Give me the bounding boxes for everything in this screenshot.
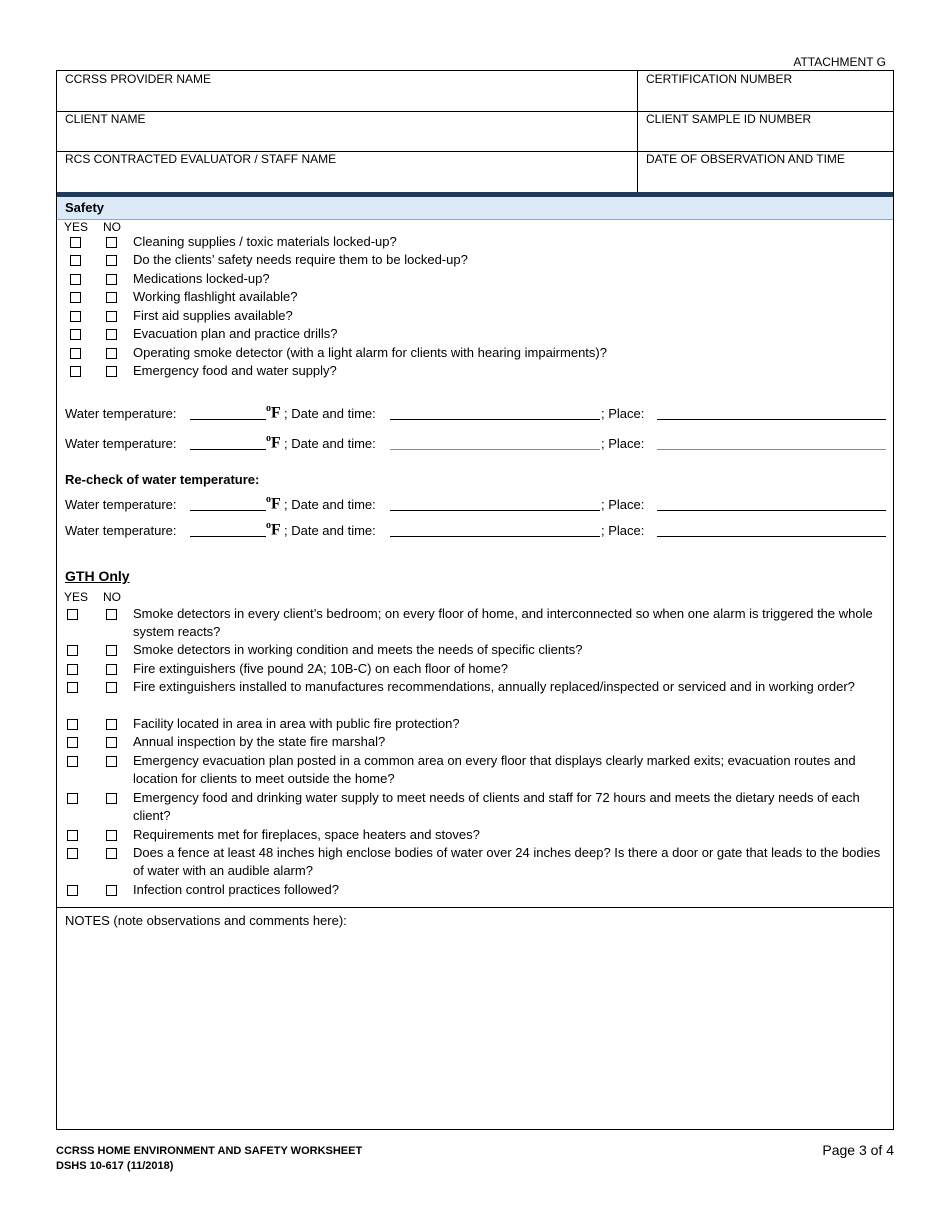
safety-no-checkbox[interactable] xyxy=(106,348,117,359)
gth-no-checkbox[interactable] xyxy=(106,645,117,656)
place-label: ; Place: xyxy=(601,497,645,512)
footer-form-info xyxy=(56,1144,362,1174)
gth-yes-checkbox[interactable] xyxy=(67,737,78,748)
date-time-label: ; Date and time: xyxy=(284,406,376,421)
water-temp-row xyxy=(65,403,887,423)
gth-yes-checkbox[interactable] xyxy=(67,645,78,656)
date-time-field[interactable] xyxy=(390,522,600,537)
safety-yes-checkbox[interactable] xyxy=(70,255,81,266)
safety-no-checkbox[interactable] xyxy=(106,292,117,303)
unit-letter: F xyxy=(271,404,281,422)
client-name-cell[interactable] xyxy=(57,111,638,151)
water-temp-label: Water temperature: xyxy=(65,523,177,538)
attachment-label: ATTACHMENT G xyxy=(793,55,886,69)
date-time-field[interactable] xyxy=(390,435,600,450)
date-time-field[interactable] xyxy=(390,496,600,511)
client-name-label: CLIENT NAME xyxy=(65,112,146,126)
unit-letter: F xyxy=(271,495,281,513)
place-field[interactable] xyxy=(657,522,886,537)
gth-question-text: Facility located in area in area with public fire protection? xyxy=(133,716,460,731)
safety-section-header xyxy=(57,197,893,220)
safety-no-checkbox[interactable] xyxy=(106,255,117,266)
date-time-field[interactable] xyxy=(390,405,600,420)
date-time-label: ; Date and time: xyxy=(284,523,376,538)
safety-yes-checkbox[interactable] xyxy=(70,366,81,377)
notes-textarea[interactable] xyxy=(57,933,893,1129)
provider-name-label: CCRSS PROVIDER NAME xyxy=(65,72,212,86)
gth-yes-checkbox[interactable] xyxy=(67,830,78,841)
degree-symbol: o xyxy=(266,433,271,444)
safety-section-title: Safety xyxy=(65,200,105,215)
gth-question-text: Requirements met for fireplaces, space heaters and stoves? xyxy=(133,827,480,842)
gth-question-text: Emergency evacuation plan posted in a common area on every floor that displays clearly marked exits; evacuation routes and location for clients to meet outside the home? xyxy=(133,753,856,786)
fahrenheit-unit xyxy=(266,403,281,422)
safety-no-checkbox[interactable] xyxy=(106,329,117,340)
date-time-label: ; Date and time: xyxy=(284,497,376,512)
gth-question-text: Fire extinguishers (five pound 2A; 10B-C) on each floor of home? xyxy=(133,661,509,676)
safety-no-checkbox[interactable] xyxy=(106,311,117,322)
water-recheck-row xyxy=(65,520,887,540)
footer-form-id: DSHS 10-617 (11/2018) xyxy=(56,1160,174,1172)
gth-no-checkbox[interactable] xyxy=(106,609,117,620)
place-field[interactable] xyxy=(657,496,886,511)
safety-yes-checkbox[interactable] xyxy=(70,237,81,248)
gth-yes-checkbox[interactable] xyxy=(67,885,78,896)
safety-no-header: NO xyxy=(103,220,121,234)
gth-question-text: Smoke detectors in every client’s bedroom; on every floor of home, and interconnected so when one alarm is triggered the whole system reacts? xyxy=(133,606,873,639)
observation-date-cell[interactable] xyxy=(638,151,893,192)
safety-question-text: First aid supplies available? xyxy=(133,308,293,323)
place-label: ; Place: xyxy=(601,436,645,451)
degree-symbol: o xyxy=(266,494,271,505)
safety-question-text: Cleaning supplies / toxic materials locked-up? xyxy=(133,234,397,249)
gth-no-checkbox[interactable] xyxy=(106,756,117,767)
safety-no-checkbox[interactable] xyxy=(106,274,117,285)
water-temp-field[interactable] xyxy=(190,405,266,420)
place-field[interactable] xyxy=(657,435,886,450)
gth-yes-checkbox[interactable] xyxy=(67,793,78,804)
safety-yes-checkbox[interactable] xyxy=(70,311,81,322)
client-sample-id-label: CLIENT SAMPLE ID NUMBER xyxy=(646,112,812,126)
place-label: ; Place: xyxy=(601,406,645,421)
safety-question-text: Medications locked-up? xyxy=(133,271,270,286)
safety-question-text: Working flashlight available? xyxy=(133,289,298,304)
provider-name-cell[interactable] xyxy=(57,71,638,111)
safety-question-text: Do the clients’ safety needs require them to be locked-up? xyxy=(133,252,468,267)
safety-no-checkbox[interactable] xyxy=(106,237,117,248)
gth-yes-checkbox[interactable] xyxy=(67,756,78,767)
gth-section-title: GTH Only xyxy=(65,568,130,584)
header-row-provider xyxy=(57,71,893,112)
fahrenheit-unit xyxy=(266,433,281,452)
safety-question-text: Evacuation plan and practice drills? xyxy=(133,326,338,341)
evaluator-name-label: RCS CONTRACTED EVALUATOR / STAFF NAME xyxy=(65,152,337,166)
gth-yes-checkbox[interactable] xyxy=(67,719,78,730)
unit-letter: F xyxy=(271,521,281,539)
water-temp-field[interactable] xyxy=(190,522,266,537)
certification-number-cell[interactable] xyxy=(638,71,893,111)
safety-question-text: Emergency food and water supply? xyxy=(133,363,337,378)
gth-no-checkbox[interactable] xyxy=(106,719,117,730)
gth-question-text: Fire extinguishers installed to manufactures recommendations, annually replaced/inspected or serviced and in working order? xyxy=(133,679,855,694)
fahrenheit-unit xyxy=(266,494,281,513)
observation-date-label: DATE OF OBSERVATION AND TIME xyxy=(646,152,845,166)
page-number: Page 3 of 4 xyxy=(822,1142,894,1158)
gth-question-text: Does a fence at least 48 inches high enclose bodies of water over 24 inches deep? Is there a door or gate that leads to the bodies of water with an audible alarm? xyxy=(133,845,881,878)
gth-no-checkbox[interactable] xyxy=(106,793,117,804)
gth-no-checkbox[interactable] xyxy=(106,664,117,675)
gth-yes-header: YES xyxy=(64,590,89,604)
date-time-label: ; Date and time: xyxy=(284,436,376,451)
gth-question-text: Smoke detectors in working condition and meets the needs of specific clients? xyxy=(133,642,583,657)
safety-yes-header: YES xyxy=(64,220,89,234)
gth-yes-checkbox[interactable] xyxy=(67,609,78,620)
water-temp-field[interactable] xyxy=(190,435,266,450)
safety-yes-checkbox[interactable] xyxy=(70,292,81,303)
gth-no-checkbox[interactable] xyxy=(106,848,117,859)
unit-letter: F xyxy=(271,434,281,452)
header-row-evaluator xyxy=(57,151,893,192)
certification-number-label: CERTIFICATION NUMBER xyxy=(646,72,793,86)
gth-no-checkbox[interactable] xyxy=(106,737,117,748)
water-temp-field[interactable] xyxy=(190,496,266,511)
gth-question-text: Annual inspection by the state fire marshal? xyxy=(133,734,386,749)
footer-title: CCRSS HOME ENVIRONMENT AND SAFETY WORKSHEET xyxy=(56,1145,363,1157)
header-row-client xyxy=(57,111,893,152)
water-recheck-row xyxy=(65,494,887,514)
gth-question-text: Infection control practices followed? xyxy=(133,882,339,897)
place-label: ; Place: xyxy=(601,523,645,538)
place-field[interactable] xyxy=(657,405,886,420)
gth-yes-checkbox[interactable] xyxy=(67,848,78,859)
safety-no-checkbox[interactable] xyxy=(106,366,117,377)
degree-symbol: o xyxy=(266,520,271,531)
gth-yes-checkbox[interactable] xyxy=(67,664,78,675)
water-temp-label: Water temperature: xyxy=(65,497,177,512)
recheck-label: Re-check of water temperature: xyxy=(65,472,260,487)
safety-yes-checkbox[interactable] xyxy=(70,274,81,285)
water-temp-label: Water temperature: xyxy=(65,406,177,421)
gth-no-checkbox[interactable] xyxy=(106,830,117,841)
gth-no-checkbox[interactable] xyxy=(106,682,117,693)
gth-yes-checkbox[interactable] xyxy=(67,682,78,693)
safety-yes-checkbox[interactable] xyxy=(70,329,81,340)
water-temp-row xyxy=(65,433,887,453)
degree-symbol: o xyxy=(266,403,271,414)
fahrenheit-unit xyxy=(266,520,281,539)
gth-no-header: NO xyxy=(103,590,121,604)
notes-label: NOTES (note observations and comments here): xyxy=(65,913,347,928)
client-sample-id-cell[interactable] xyxy=(638,111,893,151)
notes-divider xyxy=(57,907,893,908)
gth-question-text: Emergency food and drinking water supply to meet needs of clients and staff for 72 hours and meets the dietary needs of each client? xyxy=(133,790,860,823)
evaluator-name-cell[interactable] xyxy=(57,151,638,192)
safety-yes-checkbox[interactable] xyxy=(70,348,81,359)
safety-question-text: Operating smoke detector (with a light alarm for clients with hearing impairments)? xyxy=(133,345,607,360)
gth-no-checkbox[interactable] xyxy=(106,885,117,896)
worksheet-frame xyxy=(56,70,894,1130)
water-temp-label: Water temperature: xyxy=(65,436,177,451)
